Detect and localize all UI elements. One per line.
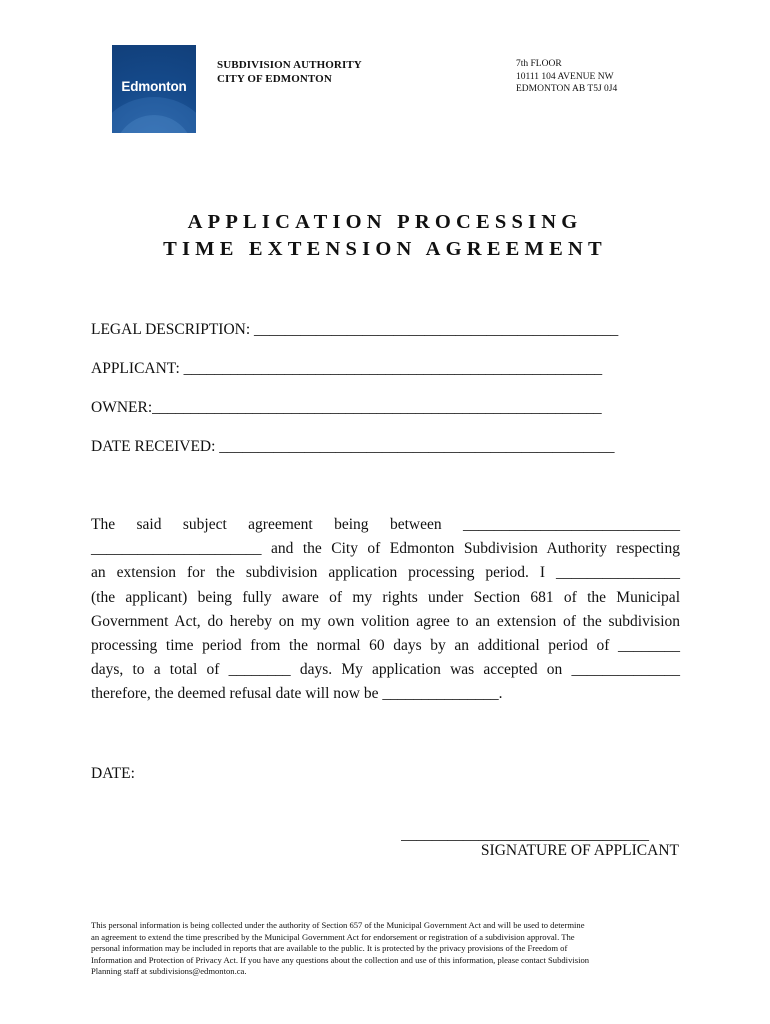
agreement-line: an extension for the subdivision application processing period. I ________________	[91, 564, 680, 582]
org-name-line1: SUBDIVISION AUTHORITY	[217, 59, 362, 71]
privacy-notice-line: This personal information is being collected under the authority of Section 657 of the Municipal Government Act and will be used to determine	[91, 920, 585, 930]
agreement-line: The said subject agreement being between ____________________________	[91, 516, 680, 533]
applicant-field[interactable]: APPLICANT: ______________________________________________________	[91, 360, 603, 377]
edmonton-logo	[112, 45, 196, 133]
agreement-line: therefore, the deemed refusal date will now be _______________.	[91, 685, 503, 703]
date-received-field[interactable]: DATE RECEIVED: ___________________________________________________	[91, 438, 615, 455]
agreement-line: processing time period from the normal 60 days by an additional period of ________	[91, 636, 680, 654]
privacy-notice-line: Planning staff at subdivisions@edmonton.ca.	[91, 966, 247, 977]
document-title-line2: TIME EXTENSION AGREEMENT	[163, 238, 607, 260]
privacy-notice	[91, 920, 680, 978]
date-label: DATE:	[91, 765, 135, 782]
document-title-line1: APPLICATION PROCESSING	[187, 211, 583, 233]
owner-field[interactable]: OWNER:__________________________________________________________	[91, 399, 602, 416]
org-name-line2: CITY OF EDMONTON	[217, 73, 332, 85]
address-line1: 7th FLOOR	[516, 59, 562, 69]
address-block	[516, 58, 617, 96]
organization-block	[217, 58, 362, 86]
privacy-notice-line: an agreement to extend the time prescribed by the Municipal Government Act for endorsement or registration of a subdivision approval. The	[91, 931, 575, 942]
privacy-notice-line: Information and Protection of Privacy Act. If you have any questions about the collection and use of this information, please contact Subdivision	[91, 954, 590, 965]
signature-line[interactable]: ________________________________	[401, 826, 649, 843]
logo-text: Edmonton	[121, 79, 187, 94]
agreement-line: days, to a total of ________ days. My application was accepted on ______________	[91, 661, 680, 679]
signature-label: SIGNATURE OF APPLICANT	[480, 842, 679, 859]
address-line2: 10111 104 AVENUE NW	[516, 71, 614, 82]
agreement-paragraph	[91, 513, 680, 707]
agreement-line: ______________________ and the City of Edmonton Subdivision Authority respecting	[91, 540, 680, 558]
agreement-line: Government Act, do hereby on my own volition agree to an extension of the subdivision	[91, 612, 680, 630]
legal-description-field[interactable]: LEGAL DESCRIPTION: _______________________________________________	[91, 321, 619, 338]
agreement-line: (the applicant) being fully aware of my rights under Section 681 of the Municipal	[91, 588, 680, 606]
address-line3: EDMONTON AB T5J 0J4	[516, 84, 618, 94]
privacy-notice-line: personal information may be included in reports that are available to the public. It is protected by the privacy provisions of the Freedom of	[91, 943, 568, 954]
